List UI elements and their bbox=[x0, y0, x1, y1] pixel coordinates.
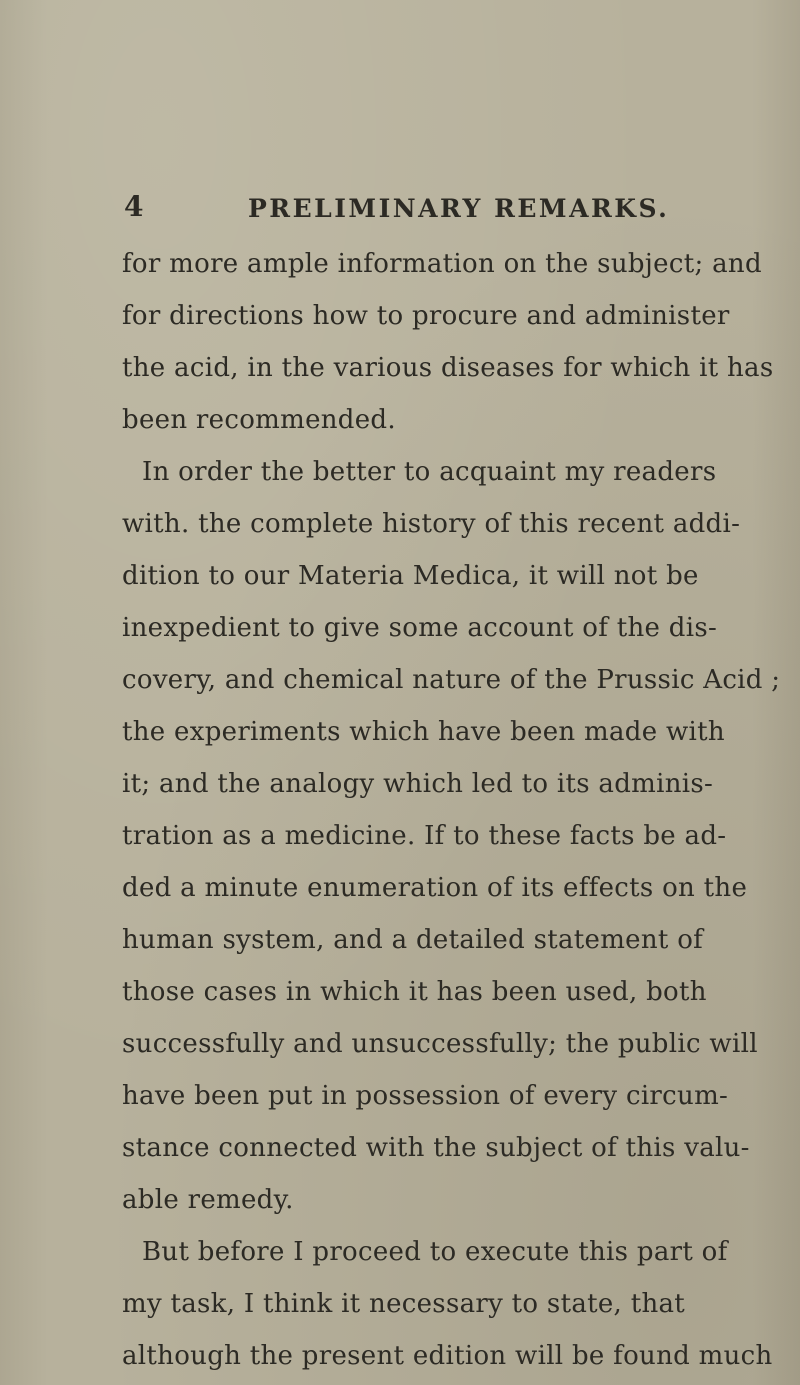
text-line: with. the complete history of this recent addi- bbox=[122, 509, 741, 539]
text-line: human system, and a detailed statement of bbox=[122, 925, 704, 955]
text-line: tration as a medicine. If to these facts be ad- bbox=[122, 821, 727, 851]
text-line: have been put in possession of every circum- bbox=[122, 1081, 729, 1111]
text-line: for more ample information on the subject; and bbox=[122, 249, 762, 279]
text-line: the acid, in the various diseases for which it has bbox=[122, 353, 774, 383]
text-line: successfully and unsuccessfully; the public will bbox=[122, 1029, 758, 1059]
page-number: 4 bbox=[124, 190, 145, 223]
text-line: those cases in which it has been used, both bbox=[122, 977, 707, 1007]
text-line: able remedy. bbox=[122, 1185, 294, 1215]
text-line: my task, I think it necessary to state, that bbox=[122, 1289, 686, 1319]
body-text bbox=[122, 238, 781, 1382]
text-line: dition to our Materia Medica, it will not be bbox=[122, 561, 699, 591]
text-line: But before I proceed to execute this part of bbox=[142, 1237, 728, 1267]
text-line: In order the better to acquaint my readers bbox=[142, 457, 717, 487]
text-line: it; and the analogy which led to its adminis- bbox=[122, 769, 714, 799]
text-line: stance connected with the subject of this valu- bbox=[122, 1133, 750, 1163]
text-line: covery, and chemical nature of the Prussic Acid ; bbox=[122, 665, 781, 695]
text-line: inexpedient to give some account of the dis- bbox=[122, 613, 718, 643]
text-line: although the present edition will be found much bbox=[122, 1341, 773, 1371]
text-line: for directions how to procure and administer bbox=[122, 301, 730, 331]
text-line: been recommended. bbox=[122, 405, 396, 435]
text-line: the experiments which have been made with bbox=[122, 717, 725, 747]
running-title: PRELIMINARY REMARKS. bbox=[248, 194, 670, 223]
text-line: ded a minute enumeration of its effects on the bbox=[122, 873, 748, 903]
